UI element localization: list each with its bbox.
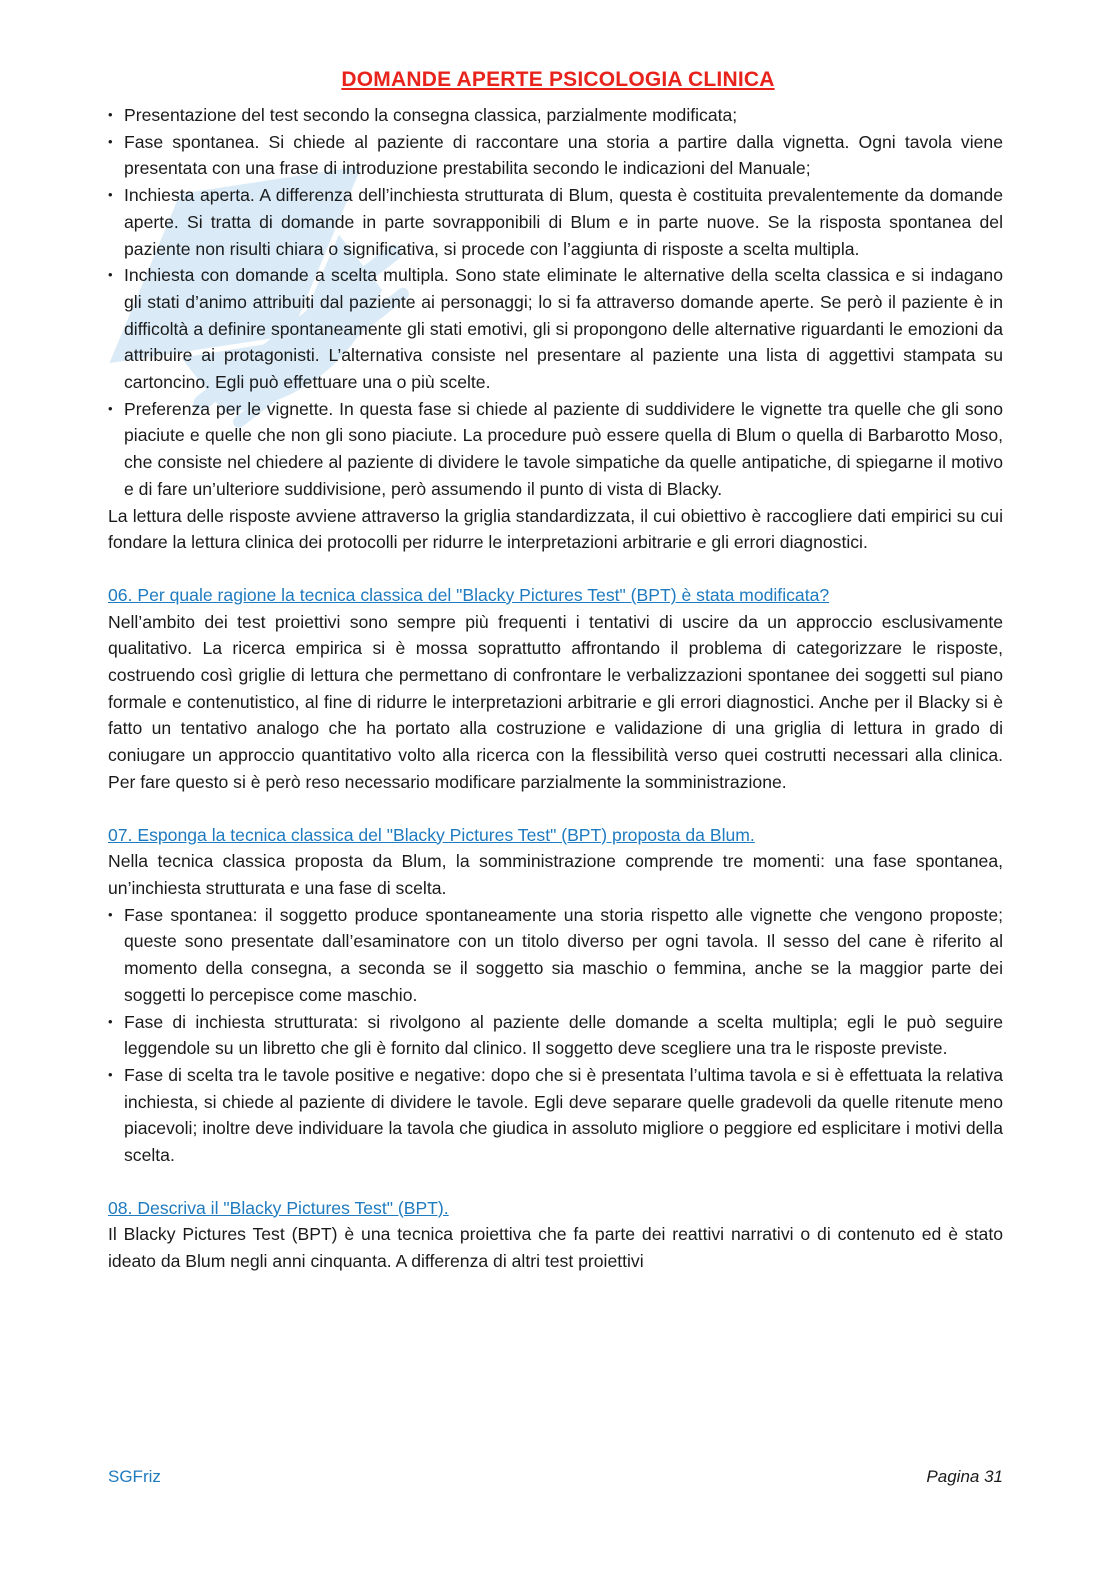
question-08-link[interactable]: 08. Descriva il "Blacky Pictures Test" (BPT). xyxy=(108,1197,449,1218)
page-title: DOMANDE APERTE PSICOLOGIA CLINICA xyxy=(341,68,775,91)
main-content xyxy=(108,102,1003,1275)
list-item: • Presentazione del test secondo la consegna classica, parzialmente modificata; xyxy=(108,102,1003,129)
list-item: • Inchiesta aperta. A differenza dell’inchiesta strutturata di Blum, questa è costituita prevalentemente da domande aperte. Si tratta di domande in parte sovrapponibili di Blum e in parte nuove. Se la risposta spontanea del paziente non risulti chiara o significativa, si procede con l’aggiunta di risposte a scelta multipla. xyxy=(108,182,1003,262)
list-item: • Fase spontanea. Si chiede al paziente di raccontare una storia a partire dalla vignetta. Ogni tavola viene presentata con una frase di introduzione prestabilita secondo le indicazioni del Manuale; xyxy=(108,129,1003,182)
footer-page-number: Pagina 31 xyxy=(926,1467,1003,1486)
list-item: • Preferenza per le vignette. In questa fase si chiede al paziente di suddividere le vignette tra quelle che gli sono piaciute e quelle che non gli sono piaciute. La procedure può essere quella di Blum o quella di Barbarotto Moso, che consiste nel chiedere al paziente di dividere le tavole simpatiche da quelle antipatiche, di spiegarne il motivo e di fare un’ulteriore suddivisione, però assumendo il punto di vista di Blacky. xyxy=(108,396,1003,503)
list-item: • Inchiesta con domande a scelta multipla. Sono state eliminate le alternative della scelta classica e si indagano gli stati d’animo attribuiti dal paziente ai personaggi; lo si fa attraverso domande aperte. Se però il paziente è in difficoltà a definire spontaneamente gli stati emotivi, gli si propongono delle alternative riguardanti le emozioni da attribuire ai protagonisti. L’alternativa consiste nel presentare al paziente una lista di aggettivi stampata su cartoncino. Egli può effettuare una o più scelte. xyxy=(108,262,1003,396)
list-item: • Fase di inchiesta strutturata: si rivolgono al paziente delle domande a scelta multipla; egli le può seguire leggendole su un libretto che gli è fornito dal clinico. Il soggetto deve scegliere una tra le risposte previste. xyxy=(108,1009,1003,1062)
footer-author: SGFriz xyxy=(108,1467,161,1486)
section05-bullet-list xyxy=(108,102,1003,503)
list-item: • Fase di scelta tra le tavole positive e negative: dopo che si è presentata l’ultima tavola e si è effettuata la relativa inchiesta, si chiede al paziente di dividere le tavole. Egli deve separare quelle gradevoli da quelle ritenute meno piacevoli; inoltre deve individuare la tavola che giudica in assoluto migliore o peggiore ed esplicitare i motivi della scelta. xyxy=(108,1062,1003,1169)
question-06-answer: Nell’ambito dei test proiettivi sono sempre più frequenti i tentativi di uscire da un approccio esclusivamente qualitativo. La ricerca empirica si è mossa soprattutto affrontando il problema di categorizzare le risposte, costruendo così griglie di lettura che permettano di confrontare le verbalizzazioni spontanee dei soggetti sul piano formale e contenutistico, al fine di ridurre le interpretazioni arbitrarie e gli errori diagnostici. Anche per il Blacky si è fatto un tentativo analogo che ha portato alla costruzione e validazione di una griglia di lettura in grado di coniugare un approccio quantitativo volto alla ricerca con la flessibilità verso quei costrutti necessari alla clinica. Per fare questo si è però reso necessario modificare parzialmente la somministrazione. xyxy=(108,611,1003,792)
question-07-link[interactable]: 07. Esponga la tecnica classica del "Blacky Pictures Test" (BPT) proposta da Blum. xyxy=(108,824,755,845)
section05-paragraph: La lettura delle risposte avviene attraverso la griglia standardizzata, il cui obiettivo è raccogliere dati empirici su cui fondare la lettura clinica dei protocolli per ridurre le interpretazioni arbitrarie e gli errori diagnostici. xyxy=(108,505,1003,553)
question-07-bullet-list xyxy=(108,902,1003,1169)
question-07-intro: Nella tecnica classica proposta da Blum, la somministrazione comprende tre momenti: una fase spontanea, un’inchiesta strutturata e una fase di scelta. xyxy=(108,851,1003,898)
list-item: • Fase spontanea: il soggetto produce spontaneamente una storia rispetto alle vignette che vengono proposte; queste sono presentate dall’esaminatore con un titolo diverso per ogni tavola. Il sesso del cane è riferito al momento della consegna, a seconda se il soggetto sia maschio o femmina, anche se la maggior parte dei soggetti lo percepisce come maschio. xyxy=(108,902,1003,1009)
question-08-answer: Il Blacky Pictures Test (BPT) è una tecnica proiettiva che fa parte dei reattivi narrativi o di contenuto ed è stato ideato da Blum negli anni cinquanta. A differenza di altri test proiettivi xyxy=(108,1224,1003,1272)
question-06-link[interactable]: 06. Per quale ragione la tecnica classica del "Blacky Pictures Test" (BPT) è stata modificata? xyxy=(108,584,830,605)
